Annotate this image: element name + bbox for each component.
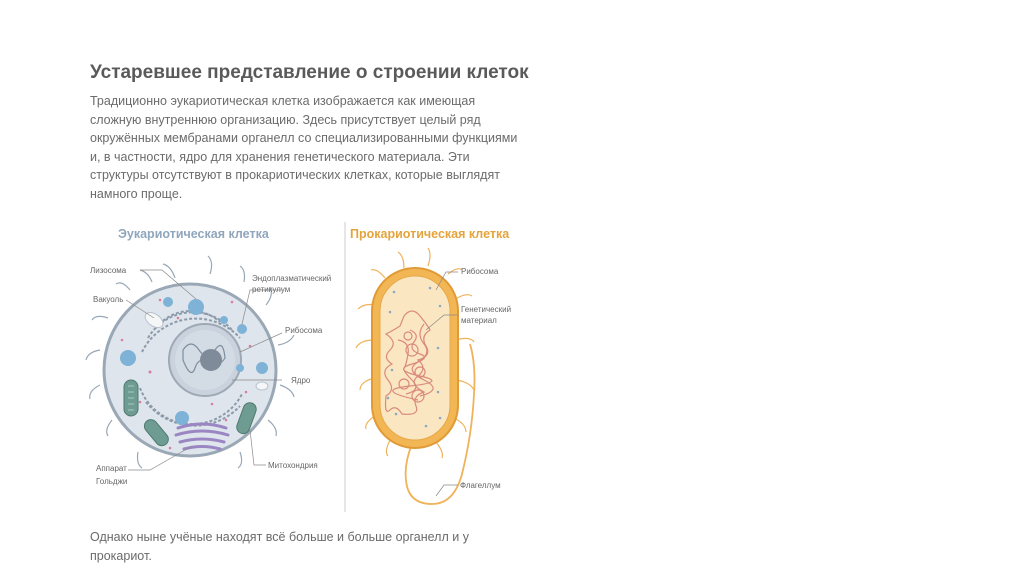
label-er-line2: ретикулум [252,285,291,294]
label-ribosome-pro: Рибосома [461,267,499,276]
label-genetic-line2: материал [461,316,497,325]
prokaryote-title: Прокариотическая клетка [350,227,510,241]
label-golgi-line1: Аппарат [96,464,127,473]
label-ribosome-eu: Рибосома [285,326,323,335]
intro-paragraph: Традиционно эукариотическая клетка изображается как имеющая сложную внутреннюю организацию. Здесь присутствует целый ряд окружённых мембранами органелл со специализированными функциями и, в частности, ядро для хранения генетического материала. Эти структуры отсутствуют в прокариотических клетках, которые выглядят намного проще. [90,94,518,201]
label-mitochondrion: Митохондрия [268,461,318,470]
label-er-line1: Эндоплазматический [252,274,332,283]
nucleolus [200,349,222,371]
label-golgi-line2: Гольджи [96,477,128,486]
slide-title: Устаревшее представление о строении клеток [90,62,529,83]
label-vacuole: Вакуоль [93,295,124,304]
label-flagellum: Флагеллум [460,481,501,490]
eukaryote-title: Эукариотическая клетка [118,227,269,241]
label-nucleus: Ядро [291,376,311,385]
prokaryotic-cell [356,248,475,504]
label-genetic-line1: Генетический [461,305,512,314]
outro-paragraph: Однако ныне учёные находят всё больше и больше органелл и у прокариот. [90,530,469,563]
label-lysosome: Лизосома [90,266,127,275]
prokaryote-cytoplasm [380,276,450,440]
lysosome [188,299,204,315]
